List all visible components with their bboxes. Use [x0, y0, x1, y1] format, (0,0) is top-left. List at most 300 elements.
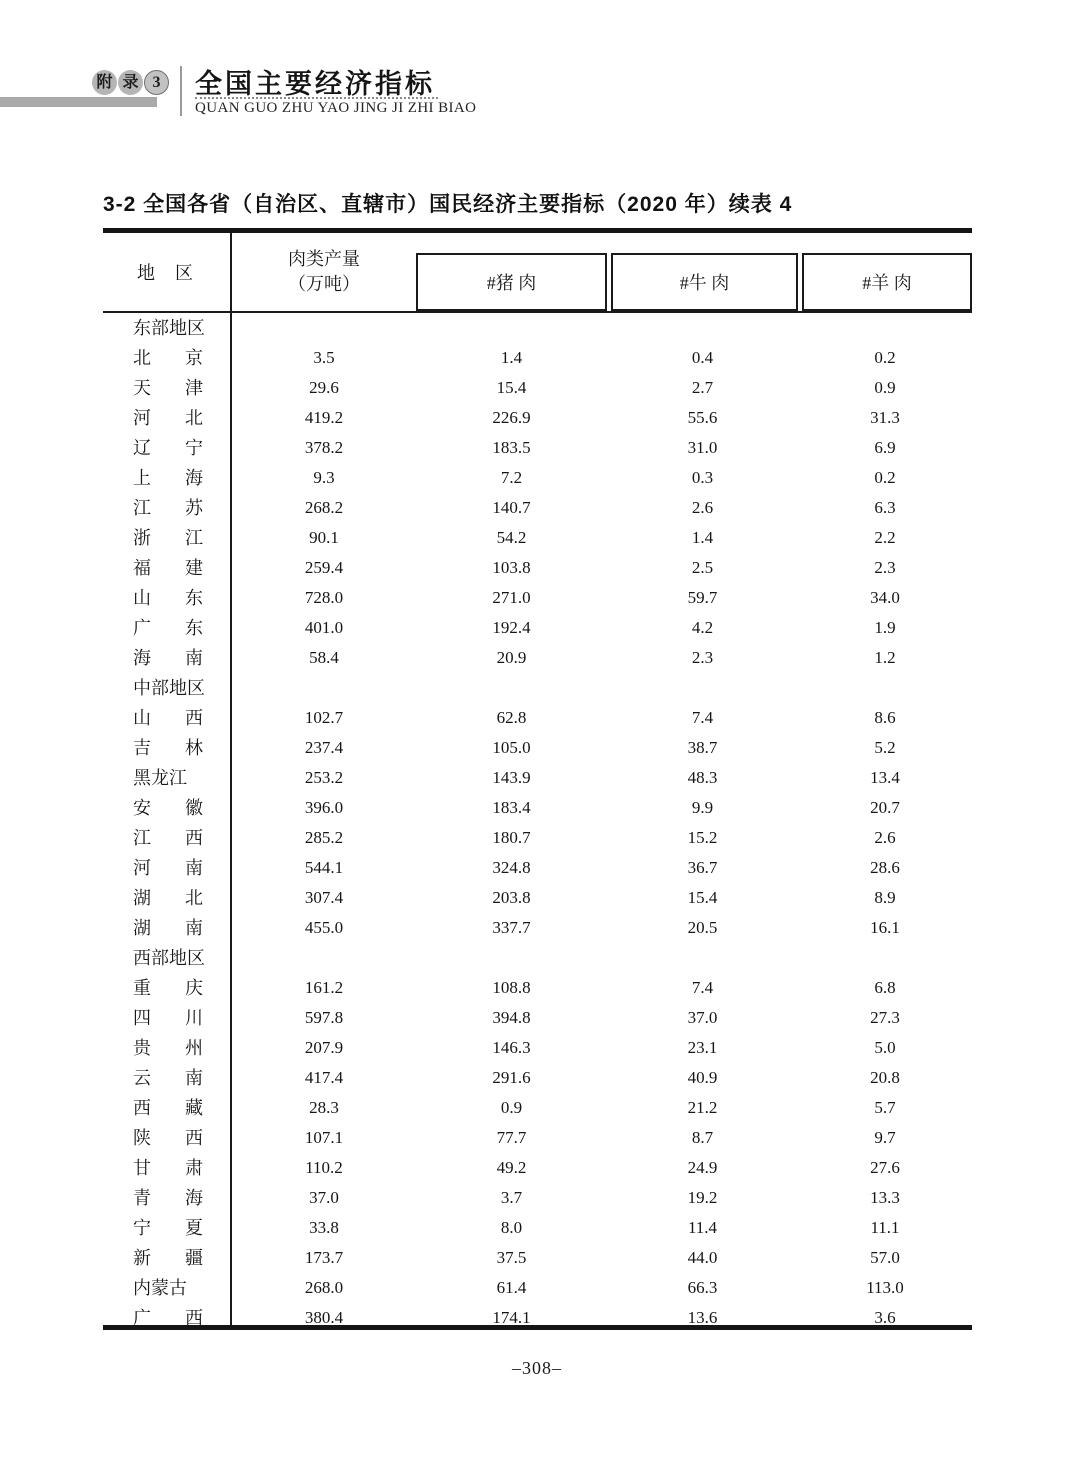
header-char: 区 — [175, 263, 193, 283]
table-row — [103, 1153, 972, 1183]
region-name — [133, 403, 203, 433]
beef-cell: 1.4 — [691, 528, 714, 547]
beef-cell: 8.7 — [691, 1128, 714, 1147]
beef-cell: 7.4 — [691, 708, 714, 727]
region-name-char: 湖 — [133, 888, 151, 908]
table-row — [103, 1033, 972, 1063]
meat-total-cell: 173.7 — [304, 1248, 344, 1267]
table-row — [103, 1303, 972, 1333]
region-name — [133, 1243, 203, 1273]
region-name-cell — [103, 703, 232, 733]
meat-total-cell: 396.0 — [304, 798, 344, 817]
mutton-cell: 27.3 — [870, 1008, 900, 1027]
region-name-char: 天 — [133, 378, 151, 398]
pork-cell: 15.4 — [496, 378, 527, 397]
region-name-char: 广 — [133, 618, 151, 638]
region-name-char: 上 — [133, 468, 151, 488]
mutton-cell: 2.3 — [874, 558, 896, 577]
mutton-cell: 0.2 — [874, 348, 896, 367]
pork-cell: 140.7 — [492, 498, 531, 517]
mutton-cell: 3.6 — [874, 1308, 896, 1327]
region-name-char: 北 — [133, 348, 151, 368]
region-name-char: 西 — [185, 1308, 203, 1328]
table-row — [103, 1093, 972, 1123]
meat-total-cell: 259.4 — [304, 558, 344, 577]
region-name-char: 湖 — [133, 918, 151, 938]
region-name — [133, 793, 203, 823]
meat-total-cell: 253.2 — [304, 768, 344, 787]
meat-total-cell: 285.2 — [304, 828, 344, 847]
mutton-cell: 6.8 — [874, 978, 896, 997]
beef-cell: 7.4 — [691, 978, 714, 997]
meat-total-cell: 90.1 — [309, 528, 339, 547]
region-name-cell — [103, 673, 232, 703]
meat-total-cell: 207.9 — [304, 1038, 344, 1057]
region-name-char: 河 — [133, 408, 151, 428]
region-name — [133, 643, 203, 673]
region-name-cell — [103, 733, 232, 763]
pork-cell: 8.0 — [500, 1218, 523, 1237]
mutton-cell: 0.9 — [874, 378, 896, 397]
meat-header-line2: （万吨） — [288, 274, 360, 294]
table-row — [103, 913, 972, 943]
meat-total-cell — [232, 313, 416, 343]
pork-cell — [416, 313, 607, 343]
meat-total-cell — [232, 673, 416, 703]
region-name — [133, 1153, 203, 1183]
region-name-cell — [103, 853, 232, 883]
table-row — [103, 373, 972, 403]
region-name-cell — [103, 883, 232, 913]
region-name-char: 南 — [185, 648, 203, 668]
table-row — [103, 793, 972, 823]
mutton-cell: 5.2 — [874, 738, 896, 757]
pork-cell: 394.8 — [492, 1008, 531, 1027]
region-name — [133, 583, 203, 613]
mutton-cell: 27.6 — [870, 1158, 900, 1177]
beef-cell: 15.2 — [687, 828, 718, 847]
region-name-char: 山 — [133, 588, 151, 608]
pork-cell: 226.9 — [492, 408, 531, 427]
region-name: 黑龙江 — [133, 768, 187, 788]
meat-total-cell: 37.0 — [309, 1188, 339, 1207]
meat-total-cell: 33.8 — [309, 1218, 339, 1237]
meat-total-cell: 161.2 — [304, 978, 344, 997]
pork-cell: 146.3 — [492, 1038, 531, 1057]
beef-cell: 37.0 — [687, 1008, 718, 1027]
pork-cell: 337.7 — [492, 918, 531, 937]
beef-cell — [607, 673, 798, 703]
title-dotted-underline — [195, 97, 438, 99]
beef-cell — [607, 943, 798, 973]
meat-total-cell: 110.2 — [305, 1158, 343, 1177]
region-name-cell — [103, 433, 232, 463]
mutton-cell: 20.7 — [870, 798, 900, 817]
mutton-cell: 2.6 — [874, 828, 896, 847]
region-name-cell — [103, 403, 232, 433]
region-name-cell — [103, 1003, 232, 1033]
table-row — [103, 823, 972, 853]
mutton-cell: 13.4 — [870, 768, 900, 787]
meat-total-cell: 102.7 — [304, 708, 344, 727]
mutton-cell: 9.7 — [874, 1128, 896, 1147]
region-name-char: 甘 — [133, 1158, 151, 1178]
beef-cell: 19.2 — [687, 1188, 718, 1207]
column-header-meat-total — [232, 233, 416, 311]
mutton-cell: 34.0 — [870, 588, 900, 607]
region-name-char: 广 — [133, 1308, 151, 1328]
statistics-table — [103, 228, 972, 1330]
region-name-cell — [103, 523, 232, 553]
table-body — [103, 313, 972, 1333]
header-gray-bar — [0, 97, 157, 107]
table-row — [103, 343, 972, 373]
badge-char-circle: 录 — [118, 70, 143, 95]
header-char: 地 — [137, 263, 155, 283]
beef-cell: 2.5 — [691, 558, 714, 577]
region-name — [133, 523, 203, 553]
table-row — [103, 1063, 972, 1093]
mutton-cell — [798, 673, 972, 703]
table-row — [103, 313, 972, 343]
section-title: 全国主要经济指标 — [195, 69, 435, 99]
table-row — [103, 1243, 972, 1273]
region-name-cell — [103, 823, 232, 853]
meat-total-cell: 237.4 — [304, 738, 344, 757]
meat-total-cell: 544.1 — [304, 858, 344, 877]
region-name — [133, 1033, 203, 1063]
region-name-cell — [103, 1183, 232, 1213]
region-name — [133, 1123, 203, 1153]
region-name-cell — [103, 313, 232, 343]
pork-cell — [416, 673, 607, 703]
region-name-char: 京 — [185, 348, 203, 368]
meat-total-cell: 9.3 — [313, 468, 335, 487]
region-name-char: 西 — [185, 1128, 203, 1148]
region-name — [133, 1063, 203, 1093]
mutton-cell: 6.3 — [874, 498, 896, 517]
beef-cell: 31.0 — [687, 438, 718, 457]
pork-cell: 20.9 — [496, 648, 527, 667]
region-name-char: 海 — [185, 1188, 203, 1208]
table-row — [103, 1273, 972, 1303]
region-name-char: 宁 — [185, 438, 203, 458]
region-name-char: 江 — [133, 498, 151, 518]
table-title: 3-2 全国各省（自治区、直辖市）国民经济主要指标（2020 年）续表 4 — [103, 193, 793, 216]
table-row — [103, 493, 972, 523]
pork-cell: 54.2 — [496, 528, 527, 547]
region-name-cell — [103, 553, 232, 583]
region-name-cell — [103, 763, 232, 793]
meat-total-cell: 268.2 — [304, 498, 344, 517]
beef-cell: 2.7 — [691, 378, 714, 397]
region-name-cell — [103, 1273, 232, 1303]
mutton-cell — [798, 313, 972, 343]
column-header-pork: #猪 肉 — [416, 253, 607, 311]
region-name — [133, 1303, 203, 1333]
pork-cell: 271.0 — [492, 588, 531, 607]
pork-cell: 192.4 — [492, 618, 531, 637]
appendix-badge — [92, 70, 169, 95]
region-name-cell — [103, 373, 232, 403]
table-row — [103, 763, 972, 793]
region-name-char: 河 — [133, 858, 151, 878]
region-name-char: 苏 — [185, 498, 203, 518]
beef-cell: 23.1 — [687, 1038, 718, 1057]
region-name-char: 津 — [185, 378, 203, 398]
region-name-cell — [103, 463, 232, 493]
region-name-cell — [103, 643, 232, 673]
beef-cell: 20.5 — [687, 918, 718, 937]
region-name-cell — [103, 1033, 232, 1063]
region-name — [133, 733, 203, 763]
meat-total-cell: 58.4 — [309, 648, 339, 667]
region-name-char: 西 — [185, 828, 203, 848]
region-name-char: 夏 — [185, 1218, 203, 1238]
region-name — [133, 1003, 203, 1033]
pork-cell: 174.1 — [492, 1308, 531, 1327]
region-name — [133, 823, 203, 853]
region-name-char: 东 — [185, 588, 203, 608]
pork-cell: 180.7 — [492, 828, 531, 847]
region-name — [133, 853, 203, 883]
beef-cell: 38.7 — [687, 738, 718, 757]
meat-total-cell: 597.8 — [304, 1008, 344, 1027]
region-name-cell — [103, 613, 232, 643]
region-name: 西部地区 — [133, 948, 205, 968]
pork-cell: 0.9 — [500, 1098, 523, 1117]
region-name-char: 海 — [133, 648, 151, 668]
pork-cell: 183.5 — [492, 438, 531, 457]
beef-cell: 11.4 — [687, 1218, 718, 1237]
mutton-cell: 8.9 — [874, 888, 896, 907]
table-row — [103, 1213, 972, 1243]
region-name-char: 陕 — [133, 1128, 151, 1148]
pork-cell: 108.8 — [492, 978, 531, 997]
mutton-cell: 28.6 — [870, 858, 900, 877]
pork-cell: 291.6 — [492, 1068, 531, 1087]
table-row — [103, 403, 972, 433]
region-name-char: 疆 — [185, 1248, 203, 1268]
region-name — [133, 373, 203, 403]
region-name — [133, 883, 203, 913]
mutton-cell: 2.2 — [874, 528, 896, 547]
region-name-char: 福 — [133, 558, 151, 578]
region-name — [133, 973, 203, 1003]
region-name-cell — [103, 1303, 232, 1333]
region-name-char: 庆 — [185, 978, 203, 998]
table-row — [103, 643, 972, 673]
page-number: –308– — [512, 1358, 562, 1378]
beef-cell: 36.7 — [687, 858, 718, 877]
region-name-cell — [103, 943, 232, 973]
pork-cell: 324.8 — [492, 858, 531, 877]
region-name-char: 宁 — [133, 1218, 151, 1238]
pork-cell: 77.7 — [496, 1128, 527, 1147]
pork-cell: 183.4 — [492, 798, 531, 817]
region-name-char: 林 — [185, 738, 203, 758]
meat-total-cell: 307.4 — [304, 888, 344, 907]
region-name-cell — [103, 1093, 232, 1123]
region-name-char: 安 — [133, 798, 151, 818]
column-header-beef: #牛 肉 — [611, 253, 798, 311]
beef-cell: 0.3 — [691, 468, 714, 487]
mutton-cell: 0.2 — [874, 468, 896, 487]
region-name-char: 山 — [133, 708, 151, 728]
pork-cell: 49.2 — [496, 1158, 527, 1177]
running-head — [0, 60, 1074, 130]
meat-total-cell: 107.1 — [304, 1128, 344, 1147]
region-name-char: 州 — [185, 1038, 203, 1058]
region-name-cell — [103, 793, 232, 823]
region-name — [133, 463, 203, 493]
region-name: 中部地区 — [133, 678, 205, 698]
pork-cell — [416, 943, 607, 973]
column-header-mutton: #羊 肉 — [802, 253, 972, 311]
beef-cell — [607, 313, 798, 343]
region-name — [133, 343, 203, 373]
pork-cell: 143.9 — [492, 768, 531, 787]
pork-cell: 37.5 — [496, 1248, 527, 1267]
header-divider — [180, 66, 182, 116]
region-name-char: 新 — [133, 1248, 151, 1268]
region-name-cell — [103, 1063, 232, 1093]
pork-cell: 3.7 — [500, 1188, 523, 1207]
region-name-char: 藏 — [185, 1098, 203, 1118]
pork-cell: 62.8 — [496, 708, 527, 727]
table-row — [103, 733, 972, 763]
section-title-pinyin: QUAN GUO ZHU YAO JING JI ZHI BIAO — [195, 100, 477, 116]
region-name-char: 浙 — [133, 528, 151, 548]
table-row — [103, 943, 972, 973]
region-name-char: 辽 — [133, 438, 151, 458]
region-name — [133, 433, 203, 463]
region-name-char: 东 — [185, 618, 203, 638]
region-name-char: 川 — [185, 1008, 203, 1028]
region-name-char: 西 — [133, 1098, 151, 1118]
table-row — [103, 703, 972, 733]
meat-total-cell: 29.6 — [309, 378, 339, 397]
region-name-char: 海 — [185, 468, 203, 488]
badge-number-circle: 3 — [144, 70, 169, 95]
badge-char-circle: 附 — [92, 70, 117, 95]
mutton-cell: 11.1 — [870, 1218, 900, 1237]
region-name — [133, 1213, 203, 1243]
meat-total-cell — [232, 943, 416, 973]
pork-cell: 1.4 — [500, 348, 523, 367]
table-row — [103, 463, 972, 493]
meat-total-cell: 3.5 — [313, 348, 335, 367]
region-name-char: 南 — [185, 858, 203, 878]
region-name — [133, 1093, 203, 1123]
meat-total-cell: 417.4 — [304, 1068, 344, 1087]
mutton-cell: 6.9 — [874, 438, 896, 457]
mutton-cell: 1.9 — [874, 618, 896, 637]
region-name-char: 北 — [185, 408, 203, 428]
region-name-char: 贵 — [133, 1038, 151, 1058]
beef-cell: 13.6 — [687, 1308, 718, 1327]
pork-cell: 61.4 — [496, 1278, 527, 1297]
meat-total-cell: 728.0 — [304, 588, 344, 607]
mutton-cell: 16.1 — [870, 918, 900, 937]
meat-total-cell: 268.0 — [304, 1278, 344, 1297]
beef-cell: 2.3 — [691, 648, 714, 667]
meat-total-cell: 419.2 — [304, 408, 344, 427]
beef-cell: 24.9 — [687, 1158, 718, 1177]
pork-cell: 103.8 — [492, 558, 531, 577]
pork-cell: 7.2 — [500, 468, 523, 487]
table-row — [103, 973, 972, 1003]
meat-total-cell: 378.2 — [304, 438, 344, 457]
beef-cell: 59.7 — [687, 588, 718, 607]
mutton-cell: 13.3 — [870, 1188, 900, 1207]
mutton-cell — [798, 943, 972, 973]
table-row — [103, 853, 972, 883]
beef-cell: 0.4 — [691, 348, 714, 367]
beef-cell: 9.9 — [691, 798, 714, 817]
table-row — [103, 1123, 972, 1153]
region-name-cell — [103, 583, 232, 613]
beef-cell: 2.6 — [691, 498, 714, 517]
region-name-cell — [103, 493, 232, 523]
beef-cell: 55.6 — [687, 408, 718, 427]
region-name-cell — [103, 343, 232, 373]
table-row — [103, 883, 972, 913]
mutton-cell: 31.3 — [870, 408, 900, 427]
mutton-cell: 57.0 — [870, 1248, 900, 1267]
region-name-char: 江 — [133, 828, 151, 848]
region-name-char: 云 — [133, 1068, 151, 1088]
mutton-cell: 1.2 — [874, 648, 896, 667]
beef-cell: 21.2 — [687, 1098, 718, 1117]
region-name-char: 四 — [133, 1008, 151, 1028]
mutton-cell: 20.8 — [870, 1068, 900, 1087]
table-row — [103, 433, 972, 463]
region-name — [133, 703, 203, 733]
mutton-cell: 8.6 — [874, 708, 896, 727]
region-name-char: 南 — [185, 1068, 203, 1088]
table-row — [103, 613, 972, 643]
table-row — [103, 523, 972, 553]
column-header-region — [137, 233, 193, 311]
table-row — [103, 1003, 972, 1033]
table-row — [103, 583, 972, 613]
region-name-char: 重 — [133, 978, 151, 998]
region-name: 内蒙古 — [133, 1278, 187, 1298]
pork-cell: 203.8 — [492, 888, 531, 907]
region-name — [133, 913, 203, 943]
table-header — [103, 233, 972, 313]
meat-total-cell: 28.3 — [309, 1098, 339, 1117]
region-name-cell — [103, 1153, 232, 1183]
meat-header-line1: 肉类产量 — [288, 249, 360, 269]
region-name-cell — [103, 973, 232, 1003]
region-name-cell — [103, 1213, 232, 1243]
region-name-cell — [103, 1123, 232, 1153]
table-row — [103, 553, 972, 583]
region-name-char: 南 — [185, 918, 203, 938]
beef-cell: 44.0 — [687, 1248, 718, 1267]
mutton-cell: 5.7 — [874, 1098, 896, 1117]
region-name-char: 徽 — [185, 798, 203, 818]
region-name-char: 西 — [185, 708, 203, 728]
meat-total-cell: 401.0 — [304, 618, 344, 637]
table-row — [103, 1183, 972, 1213]
region-name-char: 肃 — [185, 1158, 203, 1178]
beef-cell: 40.9 — [687, 1068, 718, 1087]
region-name-char: 建 — [185, 558, 203, 578]
pork-cell: 105.0 — [492, 738, 531, 757]
